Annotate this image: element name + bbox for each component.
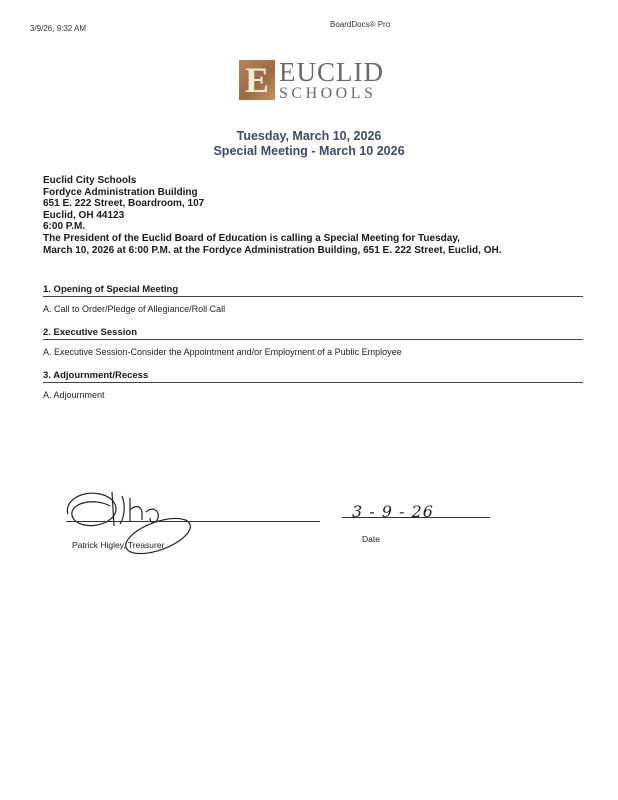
euclid-schools-logo: [239, 57, 399, 106]
signature-name: Patrick Higley, Treasurer: [72, 540, 165, 550]
info-line-building: Fordyce Administration Building: [43, 186, 198, 198]
info-line-district: Euclid City Schools: [43, 175, 137, 186]
section-heading-executive: 2. Executive Session: [43, 327, 583, 340]
section-item-opening: A. Call to Order/Pledge of Allegiance/Roll Call: [43, 304, 226, 314]
handwritten-date: 3 - 9 - 26: [352, 502, 434, 521]
section-item-executive: A. Executive Session-Consider the Appointment and/or Employment of a Public Employee: [43, 347, 402, 357]
logo-word-euclid: EUCLID: [279, 57, 384, 87]
section-heading-adjournment: 3. Adjournment/Recess: [43, 370, 583, 383]
signature-line: [66, 521, 320, 522]
print-timestamp: 3/9/26, 9:32 AM: [30, 24, 87, 33]
meeting-info: [43, 175, 501, 256]
logo-word-schools: SCHOOLS: [279, 85, 377, 102]
logo-letter: E: [244, 60, 269, 100]
info-line-notice-1: The President of the Euclid Board of Education is calling a Special Meeting for Tuesday,: [43, 232, 460, 244]
info-line-street: 651 E. 222 Street, Boardroom, 107: [43, 198, 205, 210]
meeting-title: Special Meeting - March 10 2026: [213, 144, 405, 158]
date-line: [342, 517, 490, 518]
info-line-city: Euclid, OH 44123: [43, 209, 125, 221]
section-heading-opening: 1. Opening of Special Meeting: [43, 284, 583, 297]
info-line-notice-2: March 10, 2026 at 6:00 P.M. at the Fordyce Administration Building, 651 E. 222 Street, Euclid, OH.: [43, 244, 502, 256]
section-item-adjournment: A. Adjournment: [43, 390, 105, 400]
meeting-date: Tuesday, March 10, 2026: [236, 129, 382, 143]
print-app-name: BoardDocs® Pro: [330, 20, 391, 29]
date-label: Date: [362, 534, 380, 544]
info-line-time: 6:00 P.M.: [43, 221, 86, 233]
